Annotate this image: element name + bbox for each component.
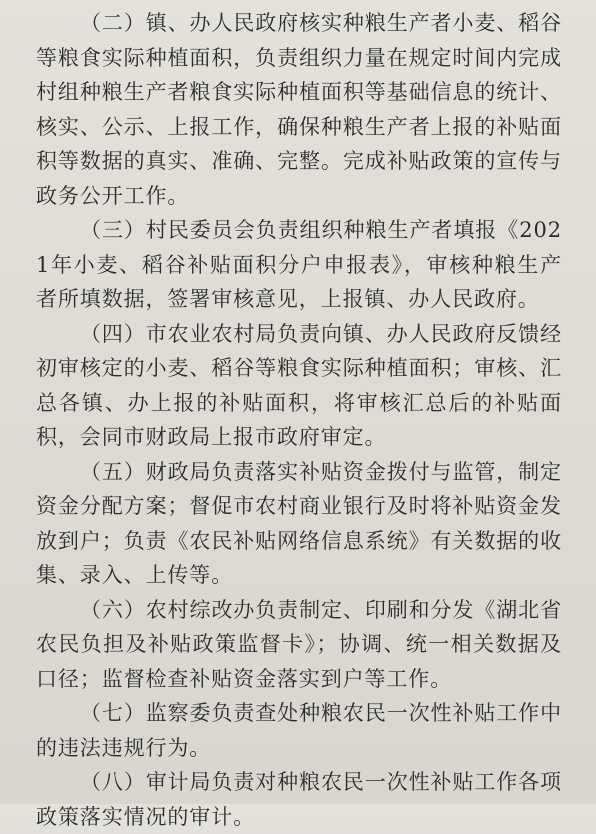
paragraph-7: （七）监察委负责查处种粮农民一次性补贴工作中的违法违规行为。 [36, 701, 562, 760]
paragraph-4: （四）市农业农村局负责向镇、办人民政府反馈经初审核定的小麦、稻谷等粮食实际种植面积；审核、汇总各镇、办上报的补贴面积，将审核汇总后的补贴面积，会同市财政局上报市政府审定。 [36, 321, 562, 449]
paragraph-3: （三）村民委员会负责组织种粮生产者填报《2021年小麦、稻谷补贴面积分户申报表》，审核种粮生产者所填数据，签署审核意见，上报镇、办人民政府。 [36, 218, 562, 311]
paragraph-5: （五）财政局负责落实补贴资金拨付与监管，制定资金分配方案；督促市农村商业银行及时将补贴资金发放到户；负责《农民补贴网络信息系统》有关数据的收集、录入、上传等。 [36, 459, 562, 587]
paragraph-8: （八）审计局负责对种粮农民一次性补贴工作各项政策落实情况的审计。 [36, 770, 562, 829]
paragraph-2: （二）镇、办人民政府核实种粮生产者小麦、稻谷等粮食实际种植面积，负责组织力量在规定时间内完成村组种粮生产者粮食实际种植面积等基础信息的统计、核实、公示、上报工作，确保种粮生产者上报的补贴面积等数据的真实、准确、完整。完成补贴政策的宣传与政务公开工作。 [36, 11, 562, 208]
paragraph-6: （六）农村综改办负责制定、印刷和分发《湖北省农民负担及补贴政策监督卡》；协调、统一相关数据及口径；监督检查补贴资金落实到户等工作。 [36, 597, 562, 691]
